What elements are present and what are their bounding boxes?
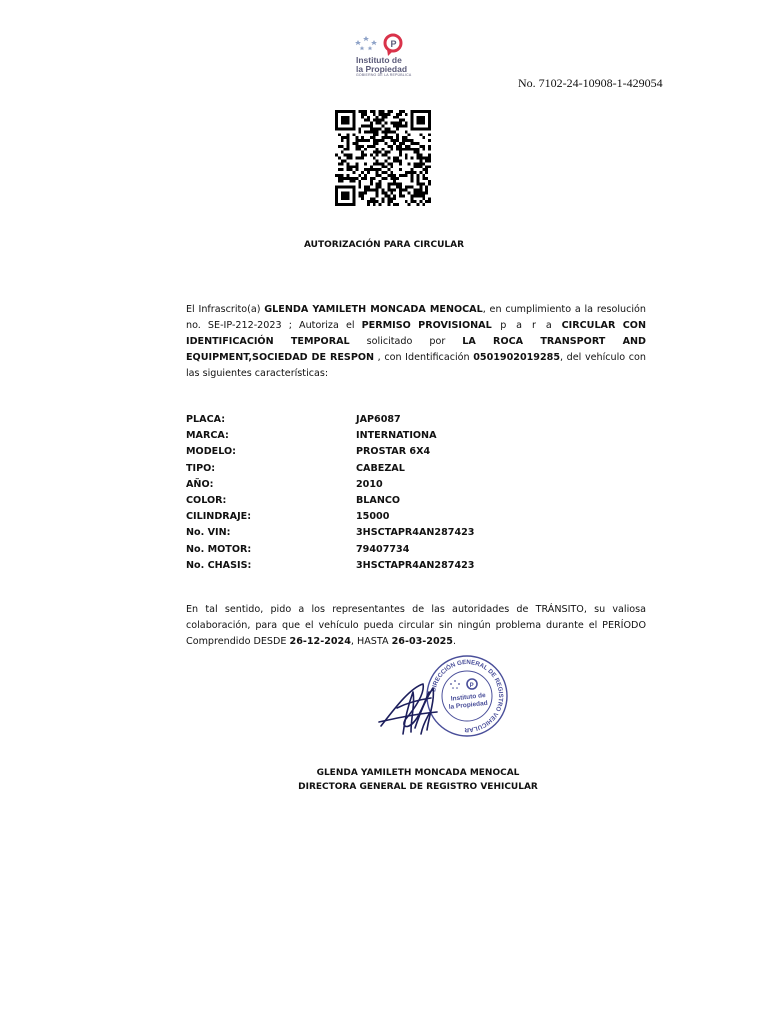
vehicle-value: JAP6087 (356, 414, 401, 425)
vehicle-value: CABEZAL (356, 462, 405, 474)
closing-text-2: , HASTA (350, 636, 392, 647)
closing-paragraph (186, 602, 646, 650)
stamp-p-letter: P (469, 683, 474, 689)
logo-line1: Instituto de (356, 55, 402, 65)
vehicle-label: No. MOTOR: (186, 543, 252, 555)
logo-line2: la Propiedad (356, 64, 408, 74)
vehicle-value: INTERNATIONA (356, 430, 437, 442)
vehicle-value: 3HSCTAPR4AN287423 (356, 559, 475, 571)
document-title: AUTORIZACIÓN PARA CIRCULAR (303, 240, 465, 250)
logo-subtitle: GOBIERNO DE LA REPÚBLICA (356, 73, 412, 77)
vehicle-label: MODELO: (186, 446, 236, 458)
vehicle-value: 2010 (356, 478, 383, 490)
intro-text-3: p a r a (491, 320, 562, 331)
vehicle-label: No. CHASIS: (186, 559, 252, 571)
closing-text-3: . (452, 636, 457, 647)
qr-code (333, 110, 433, 206)
vehicle-value: PROSTAR 6X4 (356, 446, 431, 458)
date-to: 26-03-2025 (391, 636, 453, 647)
vehicle-label: AÑO: (186, 478, 214, 490)
vehicle-label: MARCA: (186, 430, 229, 442)
signer-name: GLENDA YAMILETH MONCADA MENOCAL (316, 768, 520, 778)
stamp-inner-line1: Instituto de (450, 692, 487, 703)
signature-and-stamp (375, 648, 525, 748)
intro-text-1: El Infrascrito(a) (186, 304, 265, 315)
vehicle-label: COLOR: (186, 494, 227, 506)
intro-text-4: solicitado por (349, 336, 463, 347)
logo-wordmark (356, 56, 407, 74)
company-name: LA ROCA TRANSPORT AND EQUIPMENT,SOCIEDAD DE RESPON (186, 336, 647, 363)
intro-text-2: , en cumplimiento a la resolución no. SE-IP-212-2023 ; Autoriza el (186, 304, 646, 331)
company-id: 0501902019285 (473, 352, 560, 363)
signer-position: DIRECTORA GENERAL DE REGISTRO VEHICULAR (298, 782, 538, 792)
svg-text:P: P (390, 39, 397, 49)
intro-text-6: , del vehículo con las siguientes características: (186, 352, 647, 379)
stamp-logo (450, 680, 460, 689)
vehicle-label: TIPO: (186, 462, 216, 474)
signer-name-inline: GLENDA YAMILETH MONCADA MENOCAL (264, 304, 483, 315)
vehicle-value: 15000 (356, 511, 390, 523)
permit-type: PERMISO PROVISIONAL (361, 320, 492, 331)
document-number: No. 7102-24-10908-1-429054 (518, 76, 663, 90)
closing-text-1: En tal sentido, pido a los representantes de las autoridades de TRÁNSITO, su valiosa colaboración, para que el vehículo pueda circular sin ningún problema durante el PERÍODO Comprendido DESDE (186, 604, 646, 647)
handwritten-signature (379, 684, 437, 734)
permit-purpose: CIRCULAR CON IDENTIFICACIÓN TEMPORAL (186, 320, 646, 347)
stamp-ring-text: DIRECCIÓN GENERAL DE REGISTRO VEHICULAR (430, 658, 505, 734)
vehicle-value: BLANCO (356, 494, 401, 506)
intro-paragraph (186, 302, 646, 382)
intro-text-5: , con Identificación (374, 352, 474, 363)
date-from: 26-12-2024 (289, 636, 351, 647)
qr-modules (335, 110, 431, 206)
stamp-inner-line2: la Propiedad (448, 699, 489, 711)
vehicle-value: 3HSCTAPR4AN287423 (356, 527, 475, 539)
vehicle-label: CILINDRAJE: (186, 511, 252, 523)
vehicle-label: PLACA: (186, 414, 226, 425)
vehicle-value: 79407734 (356, 543, 410, 555)
vehicle-label: No. VIN: (186, 527, 231, 539)
